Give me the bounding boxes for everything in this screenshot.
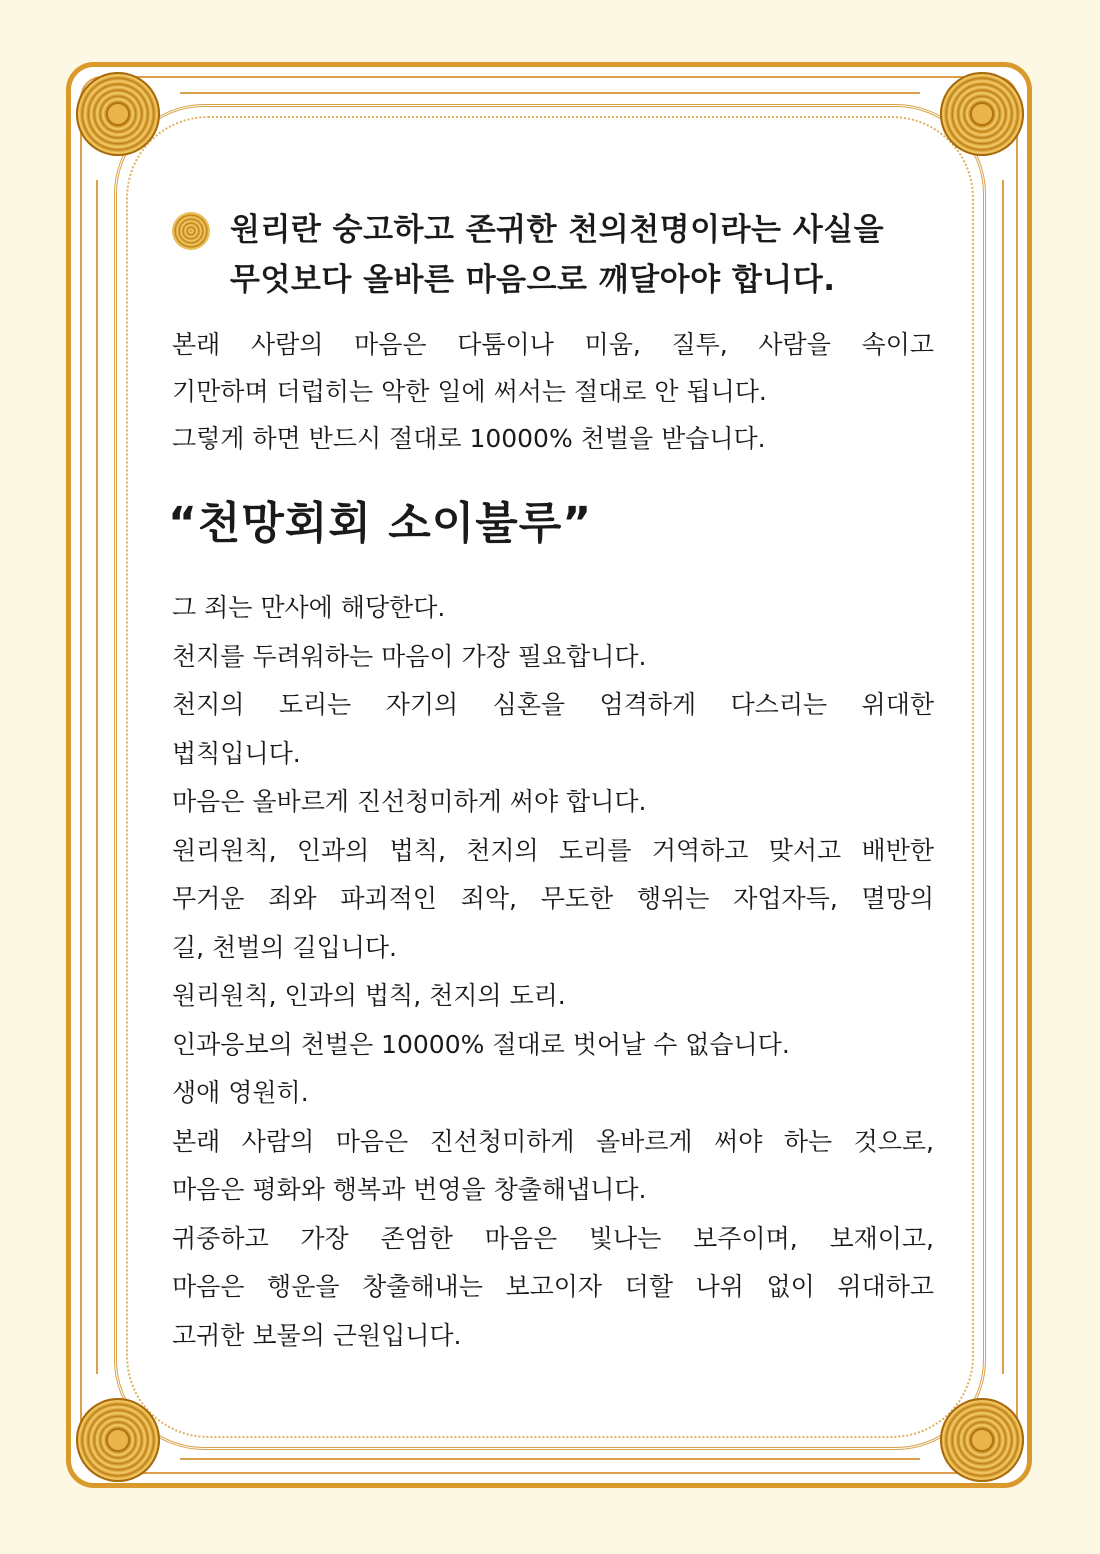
intro-line: 기만하며 더럽히는 악한 일에 써서는 절대로 안 됩니다. (172, 377, 767, 406)
body-line: 원리원칙, 인과의 법칙, 천지의 도리를 거역하고 맞서고 배반한 (172, 835, 934, 865)
corner-medallion-icon (76, 1398, 160, 1482)
body-line: 인과응보의 천벌은 10000% 절대로 벗어날 수 없습니다. (172, 1029, 790, 1059)
body-line: 법칙입니다. (172, 738, 301, 768)
frame-line-top (180, 92, 920, 94)
intro-line: 그렇게 하면 반드시 절대로 10000% 천벌을 받습니다. (172, 424, 766, 453)
frame-line-bottom (180, 1458, 920, 1460)
intro-line: 본래 사람의 마음은 다툼이나 미움, 질투, 사람을 속이고 (172, 330, 934, 359)
headline (172, 205, 934, 305)
body-line: 마음은 행운을 창출해내는 보고이자 더할 나위 없이 위대하고 (172, 1272, 934, 1301)
intro-paragraph (172, 321, 934, 462)
corner-medallion-icon (940, 72, 1024, 156)
headline-line: 무엇보다 올바른 마음으로 깨달아야 합니다. (230, 262, 836, 298)
headline-line: 원리란 숭고하고 존귀한 천의천명이라는 사실을 (230, 212, 885, 248)
body-line: 고귀한 보물의 근원입니다. (172, 1320, 462, 1350)
body-paragraph (172, 584, 934, 1360)
body-line: 천지를 두려워하는 마음이 가장 필요합니다. (172, 641, 647, 671)
body-line: 무거운 죄와 파괴적인 죄악, 무도한 행위는 자업자득, 멸망의 (172, 884, 934, 913)
body-line: 본래 사람의 마음은 진선청미하게 올바르게 써야 하는 것으로, (172, 1126, 934, 1156)
body-line: 마음은 올바르게 진선청미하게 써야 합니다. (172, 787, 647, 816)
body-line: 생애 영원히. (172, 1078, 309, 1107)
frame-line-left (96, 180, 98, 1374)
body-line: 길, 천벌의 길입니다. (172, 932, 397, 962)
body-line: 마음은 평화와 행복과 번영을 창출해냅니다. (172, 1175, 647, 1204)
body-line: 천지의 도리는 자기의 심혼을 엄격하게 다스리는 위대한 (172, 690, 934, 719)
corner-medallion-icon (76, 72, 160, 156)
body-line: 원리원칙, 인과의 법칙, 천지의 도리. (172, 981, 566, 1010)
body-line: 귀중하고 가장 존엄한 마음은 빛나는 보주이며, 보재이고, (172, 1223, 934, 1253)
frame-line-right (1002, 180, 1004, 1374)
gold-bullet-icon (172, 212, 210, 250)
quoted-title: “천망회회 소이불루” (168, 498, 593, 549)
document-content (168, 205, 934, 1360)
body-line: 그 죄는 만사에 해당한다. (172, 593, 446, 622)
corner-medallion-icon (940, 1398, 1024, 1482)
